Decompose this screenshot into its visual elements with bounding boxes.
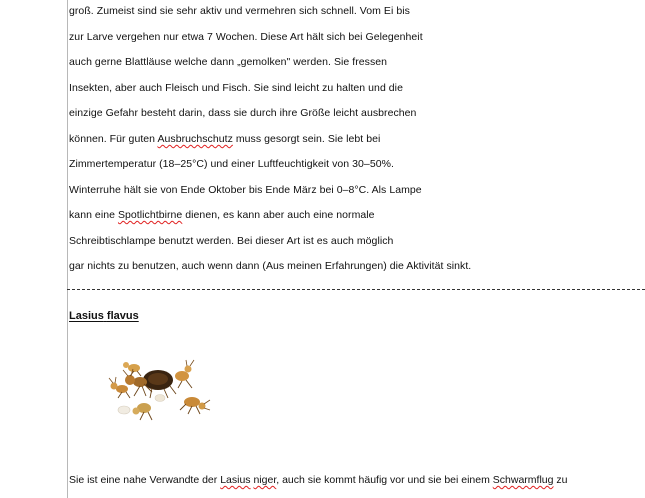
worker-ant-head bbox=[111, 383, 118, 390]
section-divider bbox=[67, 289, 645, 290]
misspelled-word[interactable]: Schwarmflug bbox=[492, 474, 554, 486]
heading-genus[interactable]: Lasius bbox=[69, 310, 104, 322]
worker-ant bbox=[128, 364, 140, 372]
misspelled-word[interactable]: Spotlichtbirne bbox=[117, 209, 183, 221]
misspelled-word[interactable]: niger bbox=[253, 474, 277, 486]
worker-ant-head bbox=[133, 408, 140, 415]
text-run: dienen, es kann aber auch eine normale bbox=[182, 209, 375, 221]
paragraph-line: Zimmertemperatur (18–25°C) und einer Luftfeuchtigkeit von 30–50%. bbox=[69, 158, 394, 170]
text-run: , auch sie kommt häufig vor und sie bei einem bbox=[276, 474, 493, 486]
paragraph-line: einzige Gefahr besteht darin, dass sie durch ihre Größe leicht ausbrechen bbox=[69, 107, 417, 119]
paragraph-line: auch gerne Blattläuse welche dann „gemolken" werden. Sie fressen bbox=[69, 56, 388, 68]
worker-ant-head bbox=[123, 362, 129, 368]
worker-ant bbox=[116, 385, 128, 393]
paragraph-line: gar nichts zu benutzen, auch wenn dann (Aus meinen Erfahrungen) die Aktivität sinkt. bbox=[69, 260, 472, 272]
paragraph-line: groß. Zumeist sind sie sehr aktiv und vermehren sich schnell. Vom Ei bis bbox=[69, 5, 410, 17]
paragraph-line: Insekten, aber auch Fleisch und Fisch. Sie sind leicht zu halten und die bbox=[69, 82, 403, 94]
ant-colony-photo[interactable] bbox=[106, 356, 218, 430]
paragraph-line bbox=[69, 207, 375, 223]
worker-ant bbox=[184, 397, 200, 407]
queen-head bbox=[125, 375, 135, 385]
paragraph-line bbox=[69, 131, 380, 147]
ant-illustration bbox=[106, 356, 218, 430]
misspelled-word[interactable]: Ausbruchschutz bbox=[157, 133, 233, 145]
misspelled-word[interactable]: Lasius bbox=[220, 474, 251, 486]
queen-abdomen-highlight bbox=[148, 373, 168, 385]
worker-ant bbox=[175, 371, 189, 381]
paragraph-line: zur Larve vergehen nur etwa 7 Wochen. Diese Art hält sich bei Gelegenheit bbox=[69, 31, 423, 43]
left-margin-guide bbox=[67, 0, 68, 498]
paragraph-line bbox=[69, 472, 568, 488]
paragraph-line: Schreibtischlampe benutzt werden. Bei dieser Art ist es auch möglich bbox=[69, 235, 394, 247]
worker-ant-head bbox=[185, 366, 192, 373]
heading-species: flavus bbox=[106, 310, 139, 322]
text-run: können. Für guten bbox=[69, 133, 158, 145]
text-run: Sie ist eine nahe Verwandte der bbox=[69, 474, 221, 486]
ant-pupa bbox=[118, 406, 130, 414]
ant-pupa bbox=[155, 395, 165, 402]
text-run: zu bbox=[553, 474, 568, 486]
paragraph-line: Winterruhe hält sie von Ende Oktober bis Ende März bei 0–8°C. Als Lampe bbox=[69, 184, 422, 196]
text-run: kann eine bbox=[69, 209, 118, 221]
text-run: muss gesorgt sein. Sie lebt bei bbox=[232, 133, 381, 145]
species-heading bbox=[69, 308, 139, 324]
